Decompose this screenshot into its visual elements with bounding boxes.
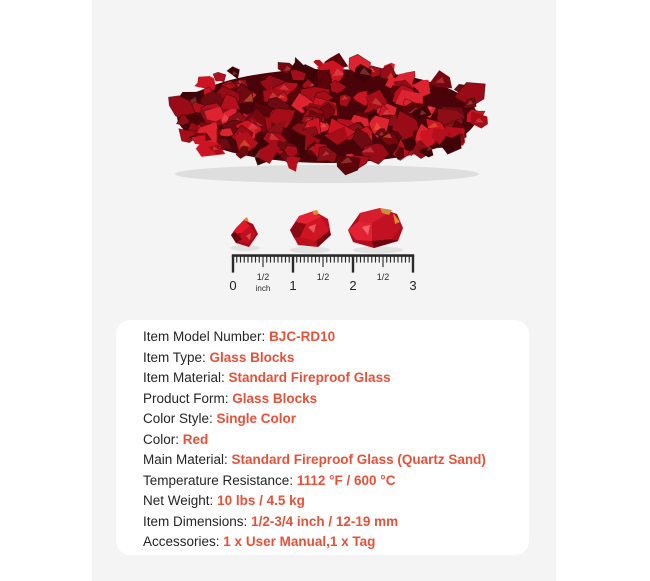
spec-label: Net Weight:: [143, 493, 214, 509]
spec-row: [143, 327, 529, 348]
spec-value: Glass Blocks: [232, 390, 318, 406]
spec-value: Glass Blocks: [209, 349, 295, 365]
spec-card: [116, 320, 529, 555]
medium-glass-piece: [290, 210, 331, 247]
ruler-number-0: 0: [229, 278, 237, 293]
spec-label: Item Material:: [143, 370, 225, 386]
spec-label: Color Style:: [143, 411, 213, 427]
spec-value: BJC-RD10: [269, 329, 336, 344]
sample-shadow: [353, 247, 403, 254]
spec-value: Red: [182, 431, 209, 447]
spec-row: [143, 471, 529, 492]
spec-value: Standard Fireproof Glass: [228, 370, 391, 386]
spec-label: Temperature Resistance:: [143, 472, 294, 488]
large-glass-piece: [348, 208, 403, 248]
spec-label: Item Model Number:: [143, 329, 266, 344]
ruler-number-1: 1: [289, 278, 297, 293]
spec-value: 1/2-3/4 inch / 12-19 mm: [251, 513, 399, 529]
spec-row: [143, 532, 529, 553]
spec-label: Item Dimensions:: [143, 513, 248, 529]
ruler-half-inch-label: 1/2: [316, 272, 330, 282]
spec-row: [143, 409, 529, 430]
spec-label: Item Type:: [143, 349, 206, 365]
ruler-number-3: 3: [409, 278, 417, 293]
ruler-number-2: 2: [349, 278, 357, 293]
spec-row: [143, 389, 529, 410]
glass-size-sample-pieces: [222, 200, 412, 256]
spec-value: 1112 °F / 600 °C: [296, 472, 396, 488]
product-showcase-panel: [92, 0, 556, 581]
spec-row: [143, 348, 529, 369]
spec-value: Standard Fireproof Glass (Quartz Sand): [231, 452, 486, 468]
small-glass-piece: [231, 217, 258, 247]
spec-row: [143, 491, 529, 512]
spec-label: Main Material:: [143, 452, 228, 468]
spec-value: 1 x User Manual,1 x Tag: [223, 534, 376, 550]
spec-row: [143, 368, 529, 389]
ruler-half-inch-label: 1/2: [256, 272, 270, 282]
spec-label: Product Form:: [143, 390, 229, 406]
spec-row: [143, 430, 529, 451]
fire-glass-pile-photo: [154, 40, 500, 190]
ruler-unit-label: inch: [255, 284, 271, 293]
spec-value: Single Color: [216, 411, 297, 427]
ruler-half-inch-label: 1/2: [376, 272, 390, 282]
sample-shadow: [230, 245, 260, 251]
sample-shadow: [290, 247, 330, 254]
spec-value: 10 lbs / 4.5 kg: [217, 493, 305, 509]
spec-label: Accessories:: [143, 534, 220, 550]
spec-row: [143, 450, 529, 471]
spec-label: Color:: [143, 431, 180, 447]
spec-row: [143, 512, 529, 533]
